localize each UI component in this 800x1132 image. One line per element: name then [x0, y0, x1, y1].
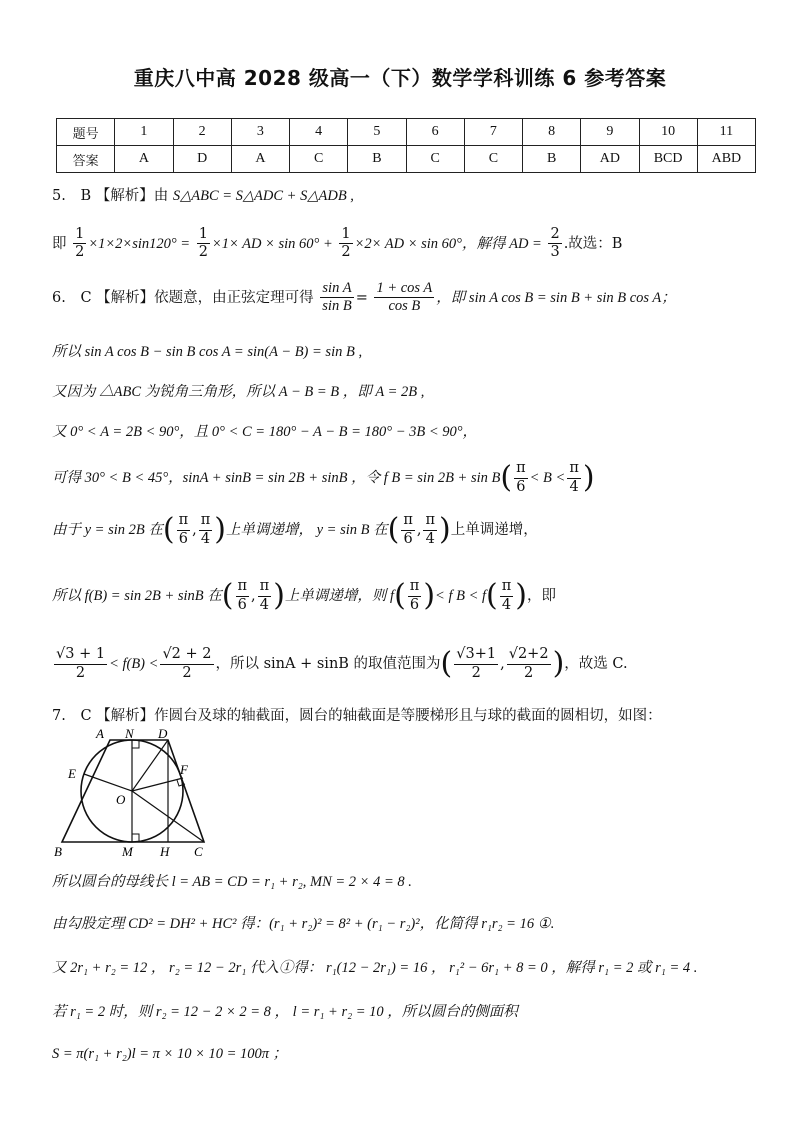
q6-text: 上单调递增，则 f [284, 588, 395, 604]
q7-tag: 【解析】 [96, 708, 155, 724]
fraction [548, 226, 561, 262]
label-h: H [160, 844, 170, 859]
right-paren: ) [423, 578, 436, 613]
q7-label: 7. [52, 708, 66, 724]
fraction [401, 512, 415, 548]
left-paren: ( [440, 646, 453, 681]
numerator: π [177, 512, 191, 530]
q5-line-1 [52, 188, 354, 205]
label-o: O [116, 792, 126, 807]
left-paren: ( [387, 512, 400, 547]
fraction [514, 460, 528, 496]
answer-cell: C [464, 146, 522, 173]
denominator: 2 [198, 244, 208, 261]
numerator: π [236, 578, 250, 596]
denominator: 4 [259, 596, 270, 613]
answer-cell: A [231, 146, 289, 173]
fraction [177, 512, 191, 548]
numerator: 2 [548, 226, 561, 244]
answer-cell: A [115, 146, 173, 173]
q5-line-2 [52, 226, 622, 262]
q6-line-4: 又 0° < A = 2B < 90°，且 0° < C = 180° − A − B = 180° − 3B < 90°， [52, 424, 478, 440]
answer-table [56, 118, 756, 173]
q6-text: < B < [529, 470, 566, 486]
q6-text: < f B < f [435, 588, 487, 604]
answer-cell: C [290, 146, 348, 173]
denominator: 4 [501, 596, 512, 613]
left-paren: ( [486, 578, 498, 613]
numerator: 1 [197, 226, 210, 244]
answer-cell: D [173, 146, 231, 173]
question-number: 11 [697, 119, 755, 146]
denominator: 6 [516, 478, 526, 495]
q6-line-2: 所以 sin A cos B − sin B cos A = sin(A − B) = sin B , [52, 344, 363, 360]
q6-line-3: 又因为 △ABC 为锐角三角形，所以 A − B = B ，即 A = 2B , [52, 384, 425, 400]
denominator: 2 [75, 664, 86, 681]
q5-tag: 【解析】 [95, 188, 154, 204]
answer-cell: C [406, 146, 464, 173]
frustum-sphere-diagram [44, 728, 216, 860]
right-paren: ) [439, 512, 451, 547]
q6-line-1 [52, 280, 676, 316]
q5-prefix: 即 [52, 235, 67, 252]
denominator: 6 [409, 596, 420, 613]
denominator: 3 [550, 244, 560, 261]
q7-line-2: 所以圆台的母线长 l = AB = CD = r₁ + r₂, MN = 2 × 4 = 8 . [52, 874, 412, 890]
q5-part: ×1×2×sin120° = [88, 235, 191, 252]
q5-suffix: .故选：B [563, 235, 623, 252]
q5-text: 由 [153, 188, 169, 204]
fraction [320, 280, 353, 316]
label-m: M [122, 844, 133, 859]
question-number: 9 [581, 119, 639, 146]
q6-text: ，故选 C. [564, 656, 628, 672]
denominator: 6 [178, 530, 188, 547]
fraction [374, 280, 434, 316]
fraction [73, 226, 86, 262]
fraction [236, 578, 250, 614]
numerator: 1 [73, 226, 86, 244]
q6-line-7: 所以 f(B) = sin 2B + sinB 在( $\frac{\pi}{6}$ , $\frac{\pi}{4}$ )上单调递增，则 f( $\frac{\pi}{6}$ )< f B < f( $\frac{\pi}{4}$ )，即 [52, 578, 556, 613]
answer-cell: B [523, 146, 581, 173]
q5-label: 5. [52, 188, 66, 204]
answer-cell: BCD [639, 146, 697, 173]
question-number-row [57, 119, 756, 146]
numerator: π [401, 512, 415, 530]
denominator: 2 [471, 664, 481, 681]
left-paren: ( [162, 512, 175, 547]
label-d: D [158, 728, 168, 741]
q6-text: ，所以 sinA + sinB 的取值范围为 [215, 656, 441, 672]
numerator: 1 + cos A [374, 280, 434, 298]
question-number: 4 [290, 119, 348, 146]
numerator: π [408, 578, 422, 596]
numerator: π [423, 512, 437, 530]
right-paren: ) [552, 646, 565, 681]
right-paren: ) [582, 460, 595, 495]
numerator: √3 + 1 [54, 646, 107, 664]
q5-part: ×1× AD × sin 60° + [211, 235, 333, 252]
q6-line-6: 由于 y = sin 2B 在( $\frac{\pi}{6}$ , $\frac{\pi}{4}$ )上单调递增， y = sin B 在( $\frac{\pi}{6}$ , $\frac{\pi}{4}$ )上单调递增， [52, 512, 538, 547]
q6-line-5 [52, 460, 595, 496]
denominator: 6 [237, 596, 247, 613]
radius-oe [84, 774, 132, 791]
label-e: E [68, 766, 76, 781]
label-b: B [54, 844, 62, 859]
fraction [199, 512, 213, 548]
q6-text: 依题意，由正弦定理可得 [154, 289, 314, 306]
page-title: 重庆八中高 2028 级高一（下）数学学科训练 6 参考答案 [133, 66, 667, 90]
equals: = [355, 289, 368, 306]
denominator: 2 [182, 664, 192, 681]
q5-part: ×2× AD × sin 60°，解得 AD = [354, 235, 542, 252]
q7-line-1 [52, 708, 662, 725]
q6-text: 可得 30° < B < 45°，sinA + sinB = sin 2B + sinB ，令 f B = sin 2B + sin B [52, 470, 501, 486]
numerator: π [199, 512, 213, 530]
fraction [408, 578, 422, 614]
fraction [54, 646, 107, 682]
right-paren: ) [273, 578, 285, 613]
q6-text: 上单调递增， y = sin B 在 [225, 522, 388, 538]
left-paren: ( [394, 578, 406, 613]
question-number: 7 [464, 119, 522, 146]
q5-choice: B [80, 188, 92, 204]
denominator: 4 [200, 530, 211, 547]
left-paren: ( [500, 460, 513, 495]
label-f: F [180, 762, 188, 777]
question-number: 5 [348, 119, 406, 146]
denominator: 2 [75, 244, 85, 261]
q7-choice: C [80, 708, 92, 724]
fraction [258, 578, 272, 614]
q7-line-4: 又 2r₁ + r₂ = 12 ， r₂ = 12 − 2r₁ 代入①得： r₁(12 − 2r₁) = 16 ， r₁² − 6r₁ + 8 = 0 ，解得 r₁ = 2 或 r₁ = 4 . [52, 960, 698, 976]
question-number: 3 [231, 119, 289, 146]
q6-text: ，即 sin A cos B = sin B + sin B cos A； [436, 289, 676, 306]
numerator: π [500, 578, 514, 596]
denominator: 2 [341, 244, 351, 261]
answer-cell: B [348, 146, 406, 173]
denominator: 6 [403, 530, 413, 547]
right-angle-n [132, 740, 139, 748]
q6-text: 由于 y = sin 2B 在 [52, 522, 163, 538]
question-number: 8 [523, 119, 581, 146]
denominator: sin B [322, 298, 352, 315]
row-header-number: 题号 [57, 119, 115, 146]
numerator: √3+1 [454, 646, 498, 664]
numerator: √2+2 [507, 646, 551, 664]
denominator: 4 [425, 530, 435, 547]
fraction [160, 646, 213, 682]
fraction [197, 226, 210, 262]
question-number: 1 [115, 119, 173, 146]
fraction [500, 578, 514, 614]
q6-label: 6. [52, 289, 66, 306]
q6-tag: 【解析】 [96, 289, 155, 306]
numerator: sin A [320, 280, 353, 298]
q7-text: 作圆台及球的轴截面，圆台的轴截面是等腰梯形且与球的截面的圆相切，如图： [154, 708, 662, 724]
answer-cell: AD [581, 146, 639, 173]
right-paren: ) [515, 578, 527, 613]
fraction [567, 460, 581, 496]
diagram-svg [44, 728, 216, 860]
numerator: 1 [339, 226, 352, 244]
answer-cell: ABD [697, 146, 755, 173]
question-number: 10 [639, 119, 697, 146]
q6-line-8: $\frac{√3 + 1}{2}$ < f(B) < $\frac{√2 + 2}{2}$ ，所以 sinA + sinB 的取值范围为( $\frac{√3+1}{2}$ , $\frac{√2+2}{2}$ )，故选 C. [56, 646, 628, 681]
fraction [507, 646, 551, 682]
right-angle-m [132, 834, 139, 842]
question-number: 6 [406, 119, 464, 146]
right-paren: ) [214, 512, 226, 547]
q7-line-3: 由勾股定理 CD² = DH² + HC² 得：(r₁ + r₂)² = 8² + (r₁ − r₂)²，化简得 r₁r₂ = 16 ①. [52, 916, 555, 932]
numerator: π [567, 460, 581, 478]
left-paren: ( [221, 578, 234, 613]
label-c: C [194, 844, 203, 859]
question-number: 2 [173, 119, 231, 146]
row-header-answer: 答案 [57, 146, 115, 173]
q6-text: 上单调递增， [450, 522, 538, 538]
answer-row [57, 146, 756, 173]
q6-choice: C [80, 289, 92, 306]
q6-text: < f(B) < [109, 656, 159, 672]
fraction [423, 512, 437, 548]
numerator: π [258, 578, 272, 596]
denominator: cos B [388, 298, 421, 315]
q5-area-formula: S△ABC = S△ADC + S△ADB , [172, 188, 354, 204]
fraction [339, 226, 352, 262]
q6-text: ，即 [526, 588, 556, 604]
numerator: π [514, 460, 528, 478]
denominator: 4 [569, 478, 579, 495]
label-a: A [96, 728, 104, 741]
q7-line-5: 若 r₁ = 2 时，则 r₂ = 12 − 2 × 2 = 8 ， l = r₁ + r₂ = 10 ，所以圆台的侧面积 [52, 1004, 518, 1020]
q6-text: 所以 f(B) = sin 2B + sinB 在 [52, 588, 222, 604]
label-n: N [125, 728, 134, 741]
q7-line-6: S = π(r₁ + r₂)l = π × 10 × 10 = 100π ； [52, 1046, 288, 1062]
denominator: 2 [524, 664, 534, 681]
fraction [454, 646, 498, 682]
numerator: √2 + 2 [160, 646, 213, 664]
